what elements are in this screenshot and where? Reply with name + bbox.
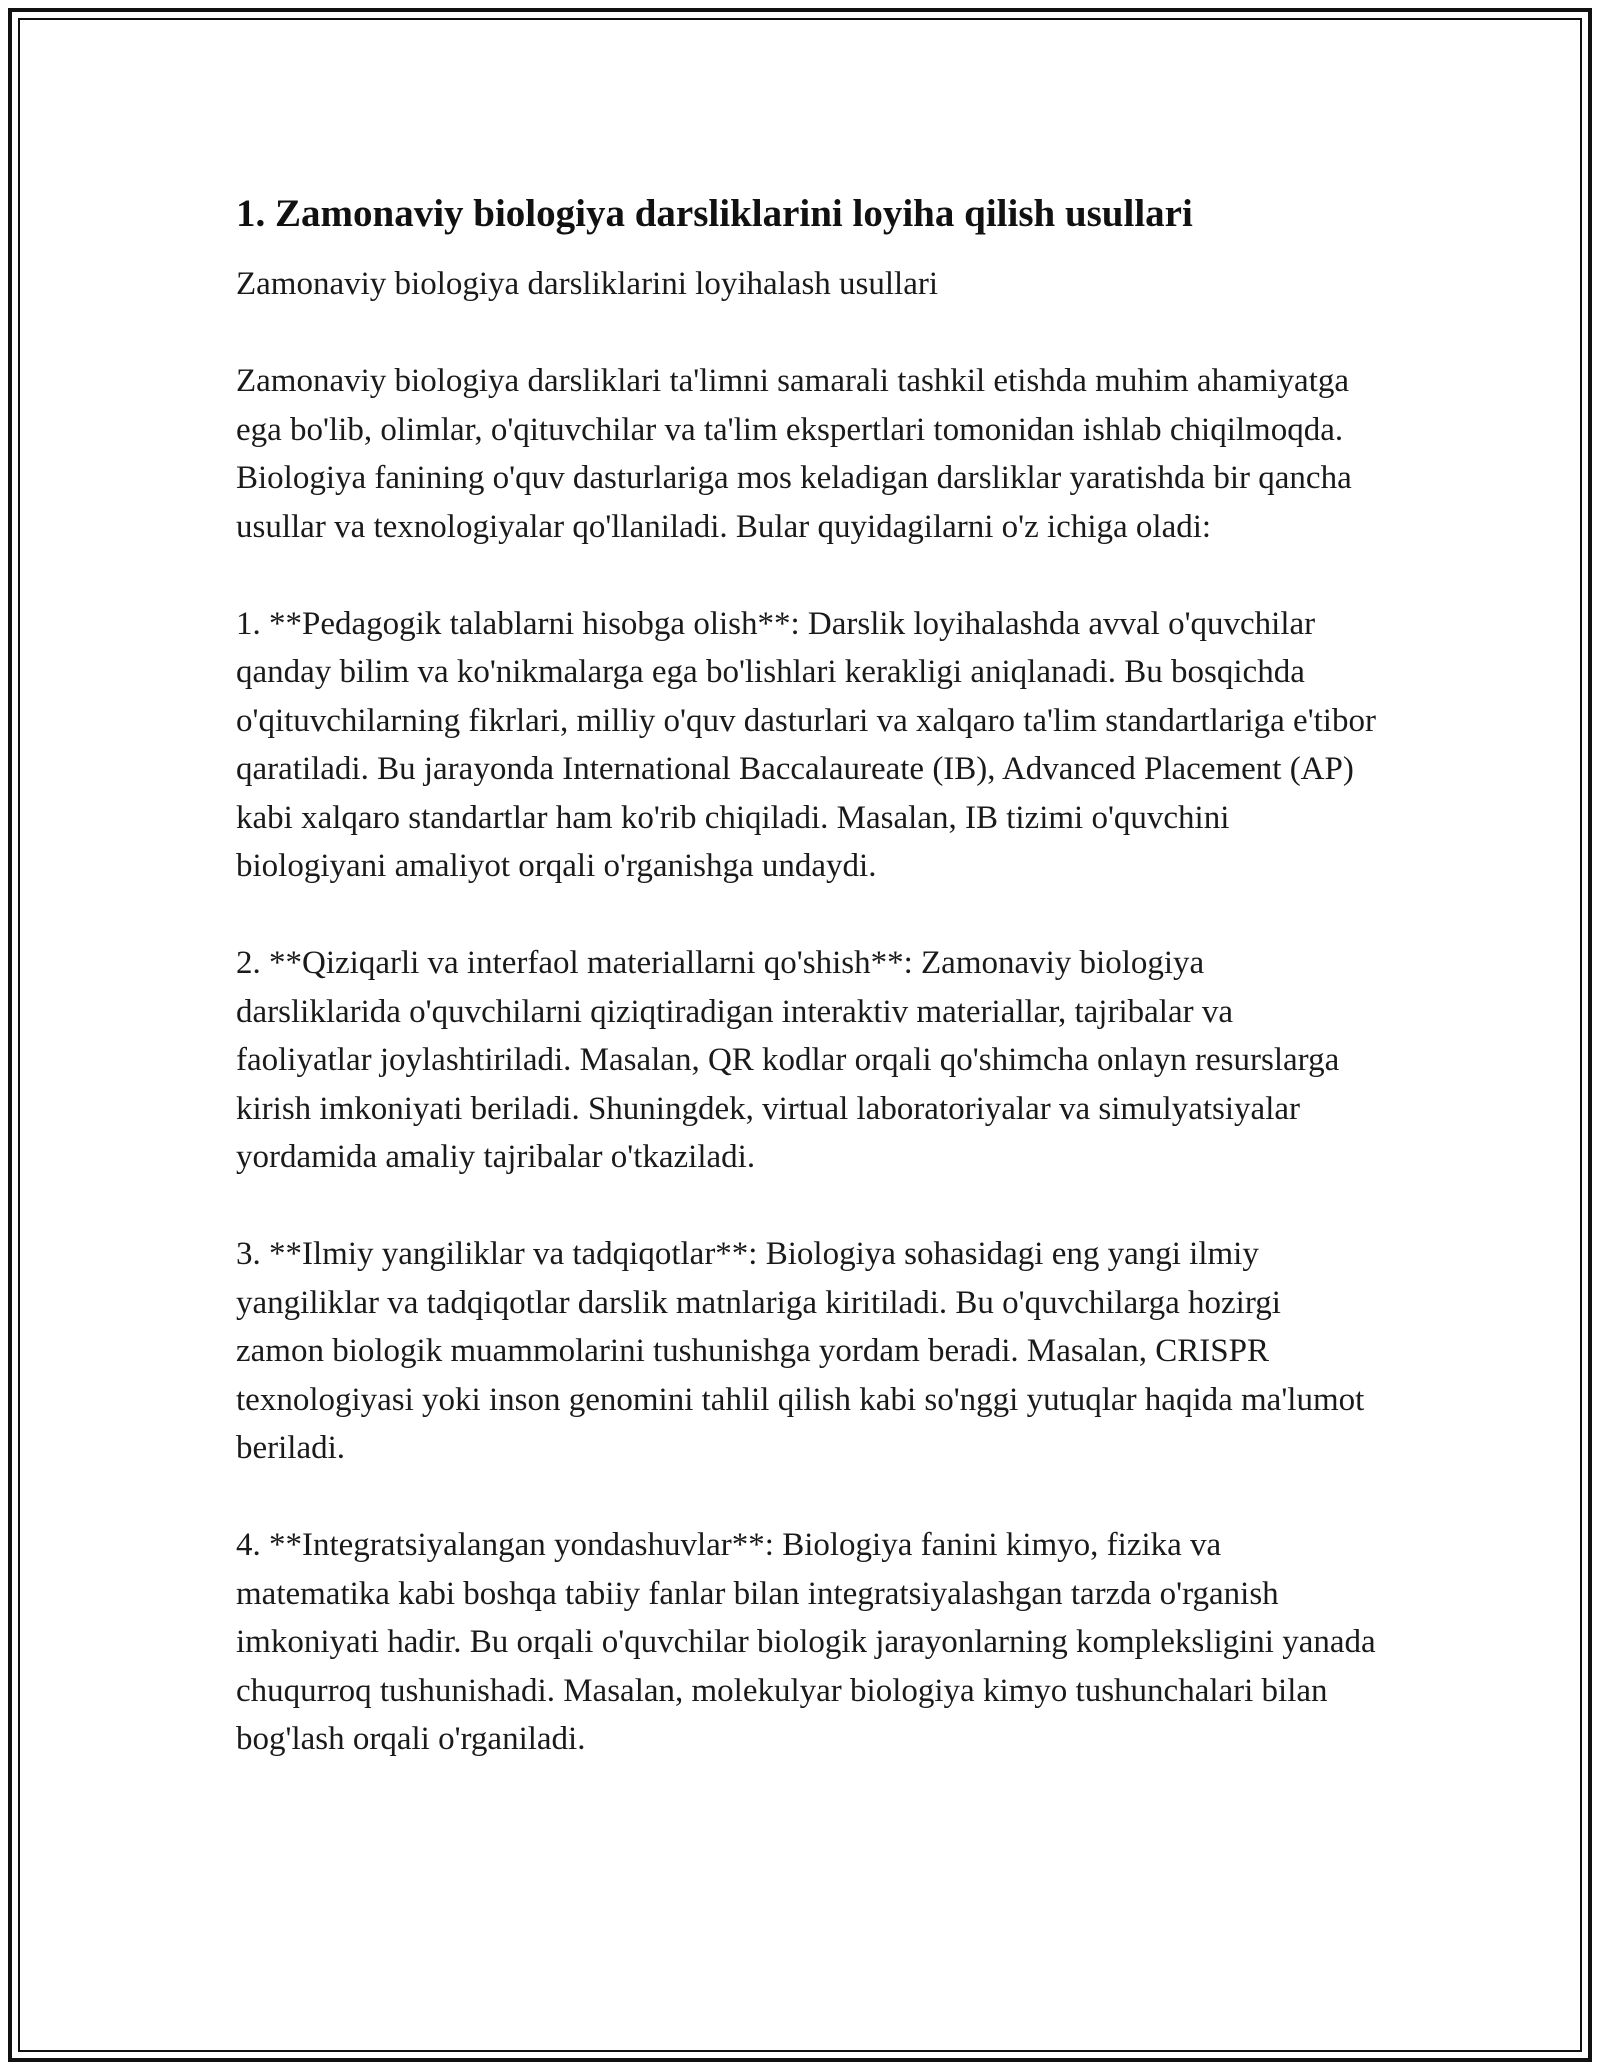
list-item-integrated-approaches: 4. **Integratsiyalangan yondashuvlar**: Biologiya fanini kimyo, fizika va matematika kabi boshqa tabiiy fanlar bilan integratsiyalashgan tarzda o'rganish imkoniyati hadir. Bu orqali o'quvchilar biologik jarayonlarning kompleksligini yanada chuqurroq tushunishadi. Masalan, molekulyar biologiya kimyo tushunchalari bilan bog'lash orqali o'rganiladi.: [236, 1527, 1376, 1757]
document-subtitle: Zamonaviy biologiya darsliklarini loyihalash usullari: [236, 266, 939, 302]
list-item-interactive-materials: 2. **Qiziqarli va interfaol materiallarni qo'shish**: Zamonaviy biologiya darsliklarida o'quvchilarni qiziqtiradigan interaktiv materiallar, tajribalar va faoliyatlar joylashtiriladi. Masalan, QR kodlar orqali qo'shimcha onlayn resurslarga kirish imkoniyati beriladi. Shuningdek, virtual laboratoriyalar va simulyatsiyalar yordamida amaliy tajribalar o'tkaziladi.: [236, 945, 1340, 1175]
document-body: [236, 188, 1376, 1812]
intro-paragraph: Zamonaviy biologiya darsliklari ta'limni samarali tashkil etishda muhim ahamiyatga ega bo'lib, olimlar, o'qituvchilar va ta'lim ekspertlari tomonidan ishlab chiqilmoqda. Biologiya fanining o'quv dasturlariga mos keladigan darsliklar yaratishda bir qancha usullar va texnologiyalar qo'llaniladi. Bular quyidagilarni o'z ichiga oladi:: [236, 363, 1352, 545]
document-title: 1. Zamonaviy biologiya darsliklarini loyiha qilish usullari: [236, 192, 1193, 235]
list-item-scientific-news: 3. **Ilmiy yangiliklar va tadqiqotlar**: Biologiya sohasidagi eng yangi ilmiy yangiliklar va tadqiqotlar darslik matnlariga kiritiladi. Bu o'quvchilarga hozirgi zamon biologik muammolarini tushunishga yordam beradi. Masalan, CRISPR texnologiyasi yoki inson genomini tahlil qilish kabi so'nggi yutuqlar haqida ma'lumot beriladi.: [236, 1236, 1365, 1466]
list-item-pedagogical-requirements: 1. **Pedagogik talablarni hisobga olish**: Darslik loyihalashda avval o'quvchilar qanday bilim va ko'nikmalarga ega bo'lishlari kerakligi aniqlanadi. Bu bosqichda o'qituvchilarning fikrlari, milliy o'quv dasturlari va xalqaro ta'lim standartlariga e'tibor qaratiladi. Bu jarayonda International Baccalaureate (IB), Advanced Placement (AP) kabi xalqaro standartlar ham ko'rib chiqiladi. Masalan, IB tizimi o'quvchini biologiyani amaliyot orqali o'rganishga undaydi.: [236, 605, 1376, 884]
